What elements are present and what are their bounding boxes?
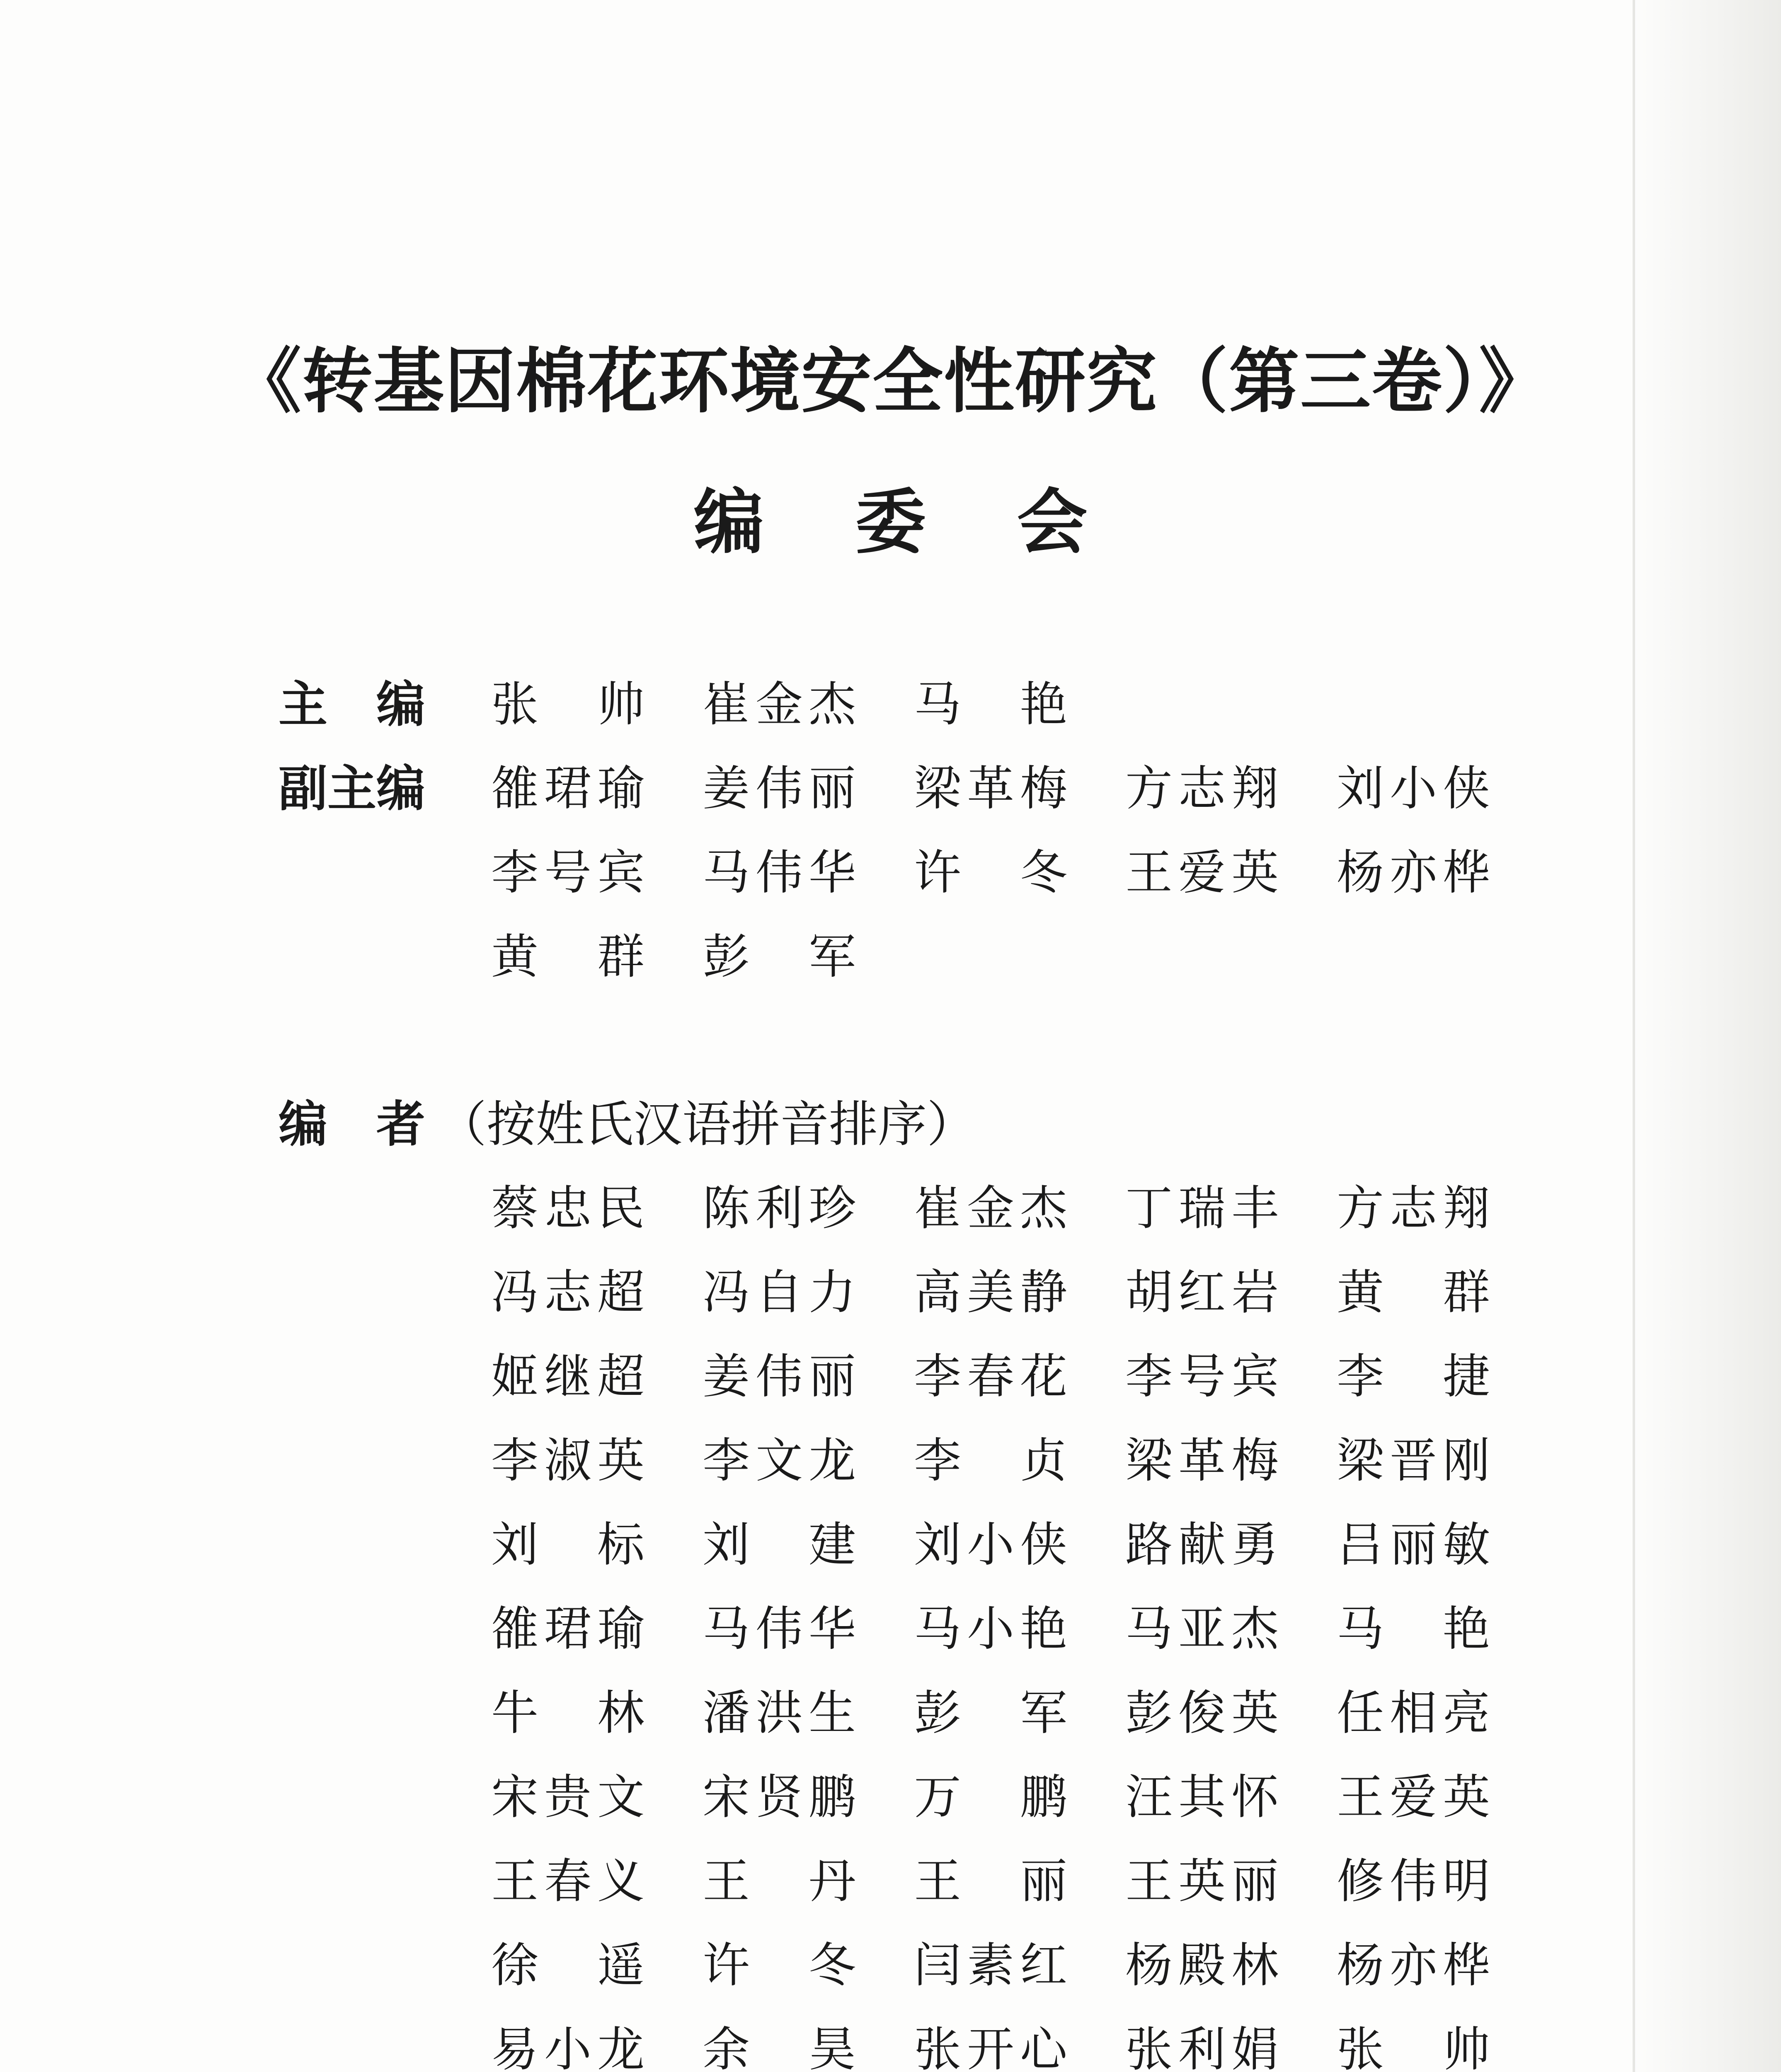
name-char: 梅 (1231, 1433, 1279, 1488)
chief-editor-name (491, 671, 645, 755)
name-char: 艳 (1442, 1601, 1490, 1656)
name-char: 陈 (703, 1181, 750, 1236)
authors-label-char: 编 (279, 1095, 328, 1153)
author-name (1125, 1512, 1279, 1596)
name-char: 汪 (1125, 1769, 1173, 1825)
name-char: 刚 (1442, 1433, 1490, 1488)
author-name (914, 1259, 1067, 1343)
name-char: 怀 (1231, 1769, 1279, 1825)
name-char: 余 (703, 2022, 750, 2072)
author-name (703, 1848, 856, 1932)
name-char: 英 (1178, 1854, 1226, 1909)
name-char: 俊 (1178, 1685, 1226, 1740)
author-name (703, 1428, 856, 1512)
name-char: 张 (491, 677, 539, 732)
deputy-editor-name (1125, 755, 1279, 840)
name-char: 文 (755, 1433, 803, 1488)
name-char: 伟 (755, 1601, 803, 1656)
name-char: 丹 (808, 1854, 856, 1909)
name-char: 自 (755, 1265, 803, 1320)
author-name (491, 1175, 645, 1259)
author-name (491, 2016, 645, 2072)
name-char: 鹏 (1020, 1769, 1067, 1825)
name-char: 杨 (1125, 1938, 1173, 1993)
name-char: 马 (1337, 1601, 1384, 1656)
author-name (1337, 1259, 1490, 1343)
deputy-editors-label: 副主编 (279, 760, 426, 817)
name-char: 刘 (703, 1517, 750, 1572)
name-char: 静 (1020, 1265, 1067, 1320)
name-char: 梁 (914, 761, 962, 816)
name-char: 瑜 (597, 761, 645, 816)
name-char: 金 (967, 1181, 1014, 1236)
name-char: 超 (597, 1349, 645, 1404)
name-char: 开 (967, 2022, 1014, 2072)
name-char: 梁 (1337, 1433, 1384, 1488)
name-char: 艳 (1020, 1601, 1067, 1656)
name-char: 姜 (703, 1349, 750, 1404)
name-char: 王 (1125, 1854, 1173, 1909)
name-char: 李 (491, 845, 539, 900)
deputy-editor-name (703, 924, 856, 1008)
name-char: 吕 (1337, 1517, 1384, 1572)
authors-names (491, 1175, 1552, 2072)
name-char: 其 (1178, 1769, 1226, 1825)
name-char: 刘 (1337, 761, 1384, 816)
name-char: 殿 (1178, 1938, 1226, 1993)
author-name (1125, 1343, 1279, 1428)
name-char: 小 (967, 1517, 1014, 1572)
author-name (1337, 2016, 1490, 2072)
author-name (1125, 1175, 1279, 1259)
name-char: 义 (597, 1854, 645, 1909)
name-char: 亦 (1389, 845, 1437, 900)
name-char: 红 (1020, 1938, 1067, 1993)
name-char: 珺 (544, 1601, 591, 1656)
name-char: 许 (914, 845, 962, 900)
name-char: 鹏 (808, 1769, 856, 1825)
page-edge-shadow (1632, 0, 1781, 2072)
name-char: 杰 (1020, 1181, 1067, 1236)
name-char: 路 (1125, 1517, 1173, 1572)
name-char: 杨 (1337, 845, 1384, 900)
name-char: 王 (703, 1854, 750, 1909)
name-char: 小 (967, 1601, 1014, 1656)
name-char: 英 (1231, 1685, 1279, 1740)
authors-label-char: 者 (376, 1095, 426, 1153)
name-char: 号 (1178, 1349, 1226, 1404)
author-name (914, 1680, 1067, 1764)
author-name (914, 1343, 1067, 1428)
name-char: 军 (808, 929, 856, 984)
name-char: 丽 (808, 761, 856, 816)
chief-editor-name (914, 671, 1067, 755)
chief-editor-label (279, 671, 425, 738)
author-name (491, 1343, 645, 1428)
name-char: 王 (914, 1854, 962, 1909)
committee-heading-char: 委 (855, 481, 926, 564)
name-char: 伟 (755, 761, 803, 816)
deputy-editor-name (1337, 840, 1490, 924)
name-char: 艳 (1020, 677, 1067, 732)
name-char: 杰 (808, 677, 856, 732)
author-name (914, 1596, 1067, 1680)
name-char: 宋 (491, 1769, 539, 1825)
authors-label (279, 1091, 976, 1157)
name-char: 伟 (755, 845, 803, 900)
author-name (491, 1428, 645, 1512)
name-char: 群 (597, 929, 645, 984)
name-char: 勇 (1231, 1517, 1279, 1572)
author-name (1125, 1428, 1279, 1512)
name-char: 龙 (597, 2022, 645, 2072)
author-name (703, 1932, 856, 2016)
name-char: 崔 (703, 677, 750, 732)
name-char: 红 (1178, 1265, 1226, 1320)
name-char: 素 (967, 1938, 1014, 1993)
deputy-editor-name (1337, 755, 1490, 840)
name-char: 晋 (1389, 1433, 1437, 1488)
name-char: 张 (1125, 2022, 1173, 2072)
name-char: 李 (491, 1433, 539, 1488)
name-char: 群 (1442, 1265, 1490, 1320)
name-char: 姜 (703, 761, 750, 816)
name-char: 侠 (1020, 1517, 1067, 1572)
name-char: 马 (1125, 1601, 1173, 1656)
name-char: 瑜 (597, 1601, 645, 1656)
chief-editor-name (703, 671, 856, 755)
name-char: 桦 (1442, 1938, 1490, 1993)
name-char: 亦 (1389, 1938, 1437, 1993)
name-char: 瑞 (1178, 1181, 1226, 1236)
name-char: 伟 (1389, 1854, 1437, 1909)
name-char: 高 (914, 1265, 962, 1320)
name-char: 蔡 (491, 1181, 539, 1236)
name-char: 林 (597, 1685, 645, 1740)
author-name (1337, 1428, 1490, 1512)
author-name (914, 1932, 1067, 2016)
name-char: 华 (808, 845, 856, 900)
name-char: 冯 (703, 1265, 750, 1320)
name-char: 雒 (491, 1601, 539, 1656)
name-char: 帅 (1442, 2022, 1490, 2072)
name-char: 帅 (597, 677, 645, 732)
name-char: 志 (1178, 761, 1226, 816)
name-char: 生 (808, 1685, 856, 1740)
name-char: 冬 (808, 1938, 856, 1993)
name-char: 英 (597, 1433, 645, 1488)
name-char: 美 (967, 1265, 1014, 1320)
name-char: 心 (1020, 2022, 1067, 2072)
name-char: 马 (703, 845, 750, 900)
author-name (491, 1680, 645, 1764)
author-name (1125, 1848, 1279, 1932)
name-char: 王 (1337, 1769, 1384, 1825)
name-char: 丽 (1389, 1517, 1437, 1572)
author-name (703, 1680, 856, 1764)
name-char: 献 (1178, 1517, 1226, 1572)
author-name (914, 1512, 1067, 1596)
name-char: 潘 (703, 1685, 750, 1740)
name-char: 彭 (703, 929, 750, 984)
name-char: 遥 (597, 1938, 645, 1993)
author-name (1125, 1259, 1279, 1343)
author-name (1125, 1596, 1279, 1680)
name-char: 梁 (1125, 1433, 1173, 1488)
author-name (491, 1596, 645, 1680)
author-name (703, 1259, 856, 1343)
author-name (1337, 1764, 1490, 1848)
deputy-editor-name (914, 755, 1067, 840)
name-char: 淑 (544, 1433, 591, 1488)
deputy-editor-name (703, 840, 856, 924)
name-char: 马 (914, 1601, 962, 1656)
name-char: 革 (1178, 1433, 1226, 1488)
name-char: 龙 (808, 1433, 856, 1488)
author-name (1337, 1680, 1490, 1764)
name-char: 忠 (544, 1181, 591, 1236)
name-char: 昊 (808, 2022, 856, 2072)
name-char: 贞 (1020, 1433, 1067, 1488)
name-char: 李 (703, 1433, 750, 1488)
page-edge-line (1633, 0, 1635, 2072)
name-char: 英 (1442, 1769, 1490, 1825)
chief-editor-label-char: 编 (376, 675, 426, 733)
name-char: 志 (544, 1265, 591, 1320)
author-name (491, 1512, 645, 1596)
chief-editor-label-char: 主 (279, 675, 328, 733)
name-char: 宾 (1231, 1349, 1279, 1404)
name-char: 金 (755, 677, 803, 732)
name-char: 方 (1337, 1181, 1384, 1236)
name-char: 珍 (808, 1181, 856, 1236)
name-char: 林 (1231, 1938, 1279, 1993)
name-char: 冬 (1020, 845, 1067, 900)
name-char: 娟 (1231, 2022, 1279, 2072)
name-char: 徐 (491, 1938, 539, 1993)
name-char: 标 (597, 1517, 645, 1572)
name-char: 春 (967, 1349, 1014, 1404)
name-char: 继 (544, 1349, 591, 1404)
name-char: 洪 (755, 1685, 803, 1740)
name-char: 敏 (1442, 1517, 1490, 1572)
name-char: 军 (1020, 1685, 1067, 1740)
name-char: 丽 (1020, 1854, 1067, 1909)
deputy-editor-name (491, 840, 645, 924)
author-name (1337, 1596, 1490, 1680)
name-char: 李 (914, 1433, 962, 1488)
name-char: 利 (755, 1181, 803, 1236)
authors-sort-note: （按姓氏汉语拼音排序） (438, 1096, 976, 1153)
name-char: 易 (491, 2022, 539, 2072)
author-name (703, 2016, 856, 2072)
author-name (703, 1512, 856, 1596)
name-char: 丽 (1231, 1854, 1279, 1909)
name-char: 岩 (1231, 1265, 1279, 1320)
deputy-editors-names (491, 755, 1552, 1008)
name-char: 牛 (491, 1685, 539, 1740)
name-char: 彭 (1125, 1685, 1173, 1740)
name-char: 文 (597, 1769, 645, 1825)
author-name (914, 1428, 1067, 1512)
name-char: 华 (808, 1601, 856, 1656)
name-char: 丰 (1231, 1181, 1279, 1236)
name-char: 宾 (597, 845, 645, 900)
author-name (1337, 1343, 1490, 1428)
name-char: 亚 (1178, 1601, 1226, 1656)
name-char: 爱 (1389, 1769, 1437, 1825)
deputy-editor-name (491, 755, 645, 840)
author-name (491, 1932, 645, 2016)
name-char: 黄 (1337, 1265, 1384, 1320)
chief-editor-names (491, 671, 1552, 755)
name-char: 春 (544, 1854, 591, 1909)
author-name (1337, 1932, 1490, 2016)
name-char: 翔 (1231, 761, 1279, 816)
name-char: 明 (1442, 1854, 1490, 1909)
name-char: 张 (1337, 2022, 1384, 2072)
committee-heading-char: 会 (1017, 481, 1088, 564)
author-name (491, 1764, 645, 1848)
name-char: 英 (1231, 845, 1279, 900)
committee-heading (0, 481, 1781, 564)
name-char: 亮 (1442, 1685, 1490, 1740)
name-char: 冯 (491, 1265, 539, 1320)
name-char: 胡 (1125, 1265, 1173, 1320)
name-char: 侠 (1442, 761, 1490, 816)
author-name (1337, 1175, 1490, 1259)
name-char: 刘 (914, 1517, 962, 1572)
name-char: 方 (1125, 761, 1173, 816)
name-char: 杰 (1231, 1601, 1279, 1656)
author-name (1125, 2016, 1279, 2072)
author-name (914, 1848, 1067, 1932)
deputy-editor-name (914, 840, 1067, 924)
author-name (1337, 1512, 1490, 1596)
name-char: 桦 (1442, 845, 1490, 900)
name-char: 梅 (1020, 761, 1067, 816)
name-char: 利 (1178, 2022, 1226, 2072)
name-char: 李 (914, 1349, 962, 1404)
author-name (914, 1175, 1067, 1259)
author-name (703, 1596, 856, 1680)
name-char: 许 (703, 1938, 750, 1993)
name-char: 王 (1125, 845, 1173, 900)
author-name (1337, 1848, 1490, 1932)
name-char: 号 (544, 845, 591, 900)
name-char: 李 (1125, 1349, 1173, 1404)
author-name (703, 1175, 856, 1259)
name-char: 力 (808, 1265, 856, 1320)
name-char: 贤 (755, 1769, 803, 1825)
name-char: 闫 (914, 1938, 962, 1993)
author-name (914, 1764, 1067, 1848)
name-char: 李 (1337, 1349, 1384, 1404)
name-char: 宋 (703, 1769, 750, 1825)
deputy-editor-name (1125, 840, 1279, 924)
author-name (914, 2016, 1067, 2072)
name-char: 超 (597, 1265, 645, 1320)
book-title: 《转基因棉花环境安全性研究（第三卷）》 (230, 340, 1550, 423)
author-name (491, 1259, 645, 1343)
name-char: 万 (914, 1769, 962, 1825)
name-char: 翔 (1442, 1181, 1490, 1236)
name-char: 姬 (491, 1349, 539, 1404)
name-char: 小 (1389, 761, 1437, 816)
name-char: 雒 (491, 761, 539, 816)
name-char: 黄 (491, 929, 539, 984)
name-char: 丁 (1125, 1181, 1173, 1236)
name-char: 伟 (755, 1349, 803, 1404)
name-char: 花 (1020, 1349, 1067, 1404)
author-name (1125, 1764, 1279, 1848)
name-char: 建 (808, 1517, 856, 1572)
name-char: 王 (491, 1854, 539, 1909)
name-char: 马 (703, 1601, 750, 1656)
deputy-editor-name (703, 755, 856, 840)
author-name (1125, 1932, 1279, 2016)
name-char: 珺 (544, 761, 591, 816)
name-char: 贵 (544, 1769, 591, 1825)
name-char: 小 (544, 2022, 591, 2072)
name-char: 相 (1389, 1685, 1437, 1740)
name-char: 任 (1337, 1685, 1384, 1740)
name-char: 革 (967, 761, 1014, 816)
committee-heading-char: 编 (693, 481, 764, 564)
name-char: 彭 (914, 1685, 962, 1740)
name-char: 修 (1337, 1854, 1384, 1909)
name-char: 捷 (1442, 1349, 1490, 1404)
deputy-editor-name (491, 924, 645, 1008)
author-name (491, 1848, 645, 1932)
author-name (1125, 1680, 1279, 1764)
name-char: 爱 (1178, 845, 1226, 900)
name-char: 马 (914, 677, 962, 732)
author-name (703, 1764, 856, 1848)
name-char: 杨 (1337, 1938, 1384, 1993)
name-char: 崔 (914, 1181, 962, 1236)
name-char: 丽 (808, 1349, 856, 1404)
name-char: 志 (1389, 1181, 1437, 1236)
author-name (703, 1343, 856, 1428)
name-char: 张 (914, 2022, 962, 2072)
name-char: 民 (597, 1181, 645, 1236)
name-char: 刘 (491, 1517, 539, 1572)
